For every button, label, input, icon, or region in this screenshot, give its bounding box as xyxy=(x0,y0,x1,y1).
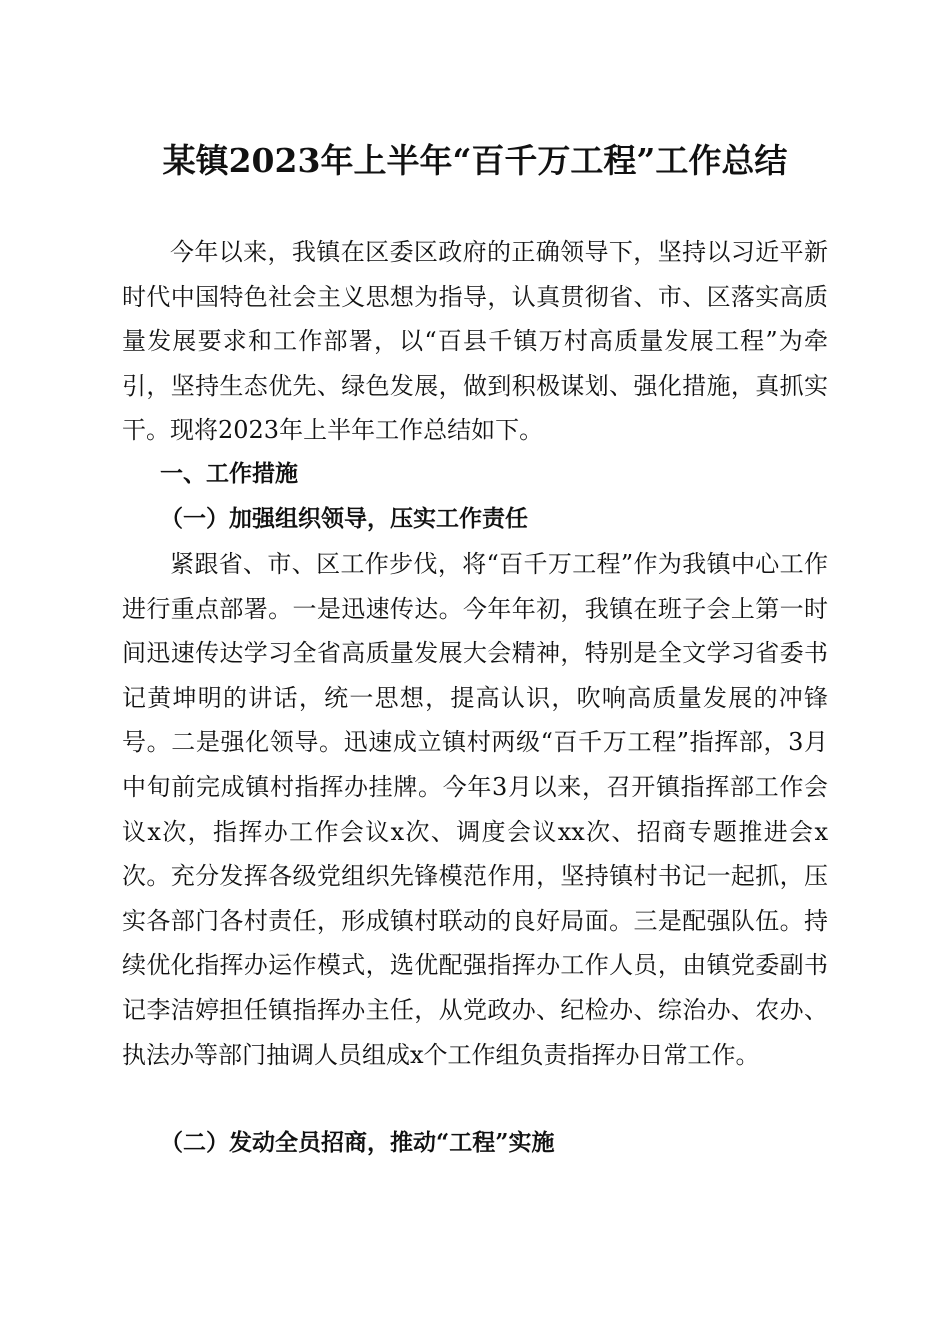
document-title: 某镇2023年上半年“百千万工程”工作总结 xyxy=(162,141,788,180)
subsection-heading-investment: （二）发动全员招商，推动“工程”实施 xyxy=(160,1129,555,1156)
intro-paragraph: 今年以来，我镇在区委区政府的正确领导下，坚持以习近平新时代中国特色社会主义思想为指导，认真贯彻省、市、区落实高质量发展要求和工作部署，以“百县千镇万村高质量发展工程”为牵引，坚持生态优先、绿色发展，做到积极谋划、强化措施，真抓实干。现将2023年上半年工作总结如下。 xyxy=(122,238,828,445)
subsection-heading-organization: （一）加强组织领导，压实工作责任 xyxy=(160,505,528,532)
section-heading-work-measures: 一、工作措施 xyxy=(160,461,298,487)
subsection-1-paragraph: 紧跟省、市、区工作步伐，将“百千万工程”作为我镇中心工作进行重点部署。一是迅速传达。今年年初，我镇在班子会上第一时间迅速传达学习全省高质量发展大会精神，特别是全文学习省委书记黄坤明的讲话，统一思想，提高认识，吹响高质量发展的冲锋号。二是强化领导。迅速成立镇村两级“百千万工程”指挥部，3月中旬前完成镇村指挥办挂牌。今年3月以来，召开镇指挥部工作会议x次，指挥办工作会议x次、调度会议xx次、招商专题推进会x次。充分发挥各级党组织先锋模范作用，坚持镇村书记一起抓，压实各部门各村责任，形成镇村联动的良好局面。三是配强队伍。持续优化指挥办运作模式，选优配强指挥办工作人员，由镇党委副书记李洁婷担任镇指挥办主任，从党政办、纪检办、综治办、农办、执法办等部门抽调人员组成x个工作组负责指挥办日常工作。 xyxy=(122,550,828,1069)
